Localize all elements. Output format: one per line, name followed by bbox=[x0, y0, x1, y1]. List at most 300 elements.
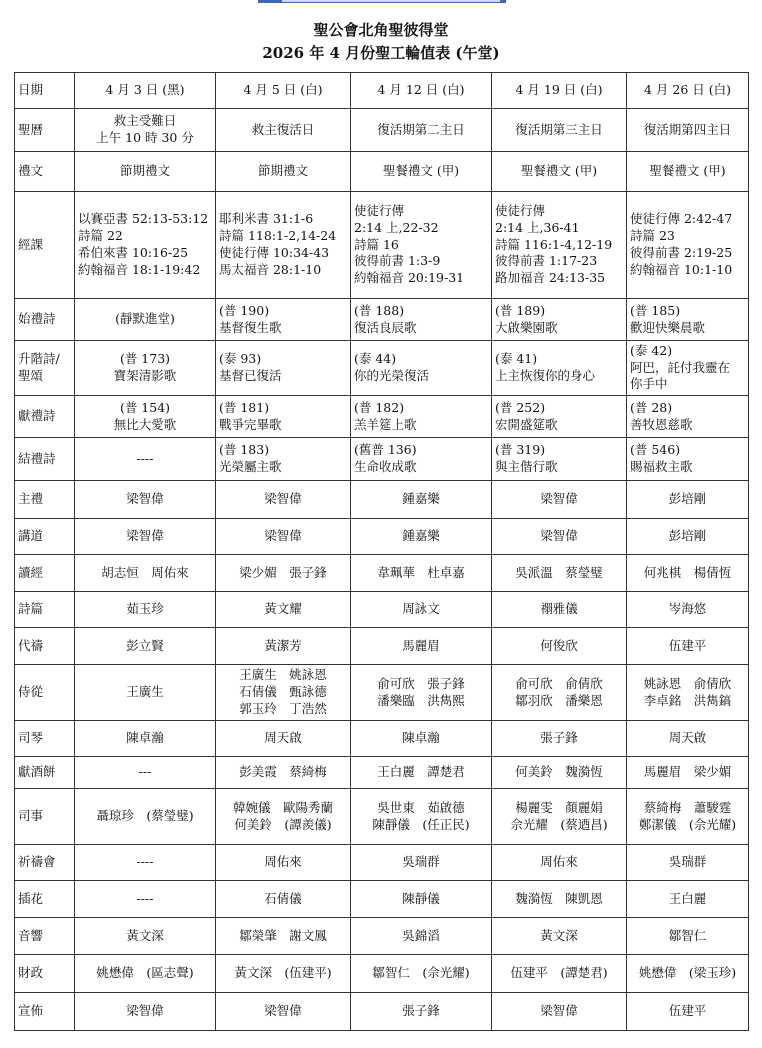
cell bbox=[351, 789, 492, 845]
cell bbox=[351, 192, 492, 299]
cell-line: 復活期第三主日 bbox=[515, 121, 603, 137]
cell-line: 羔羊筵上歌 bbox=[354, 416, 417, 432]
cell bbox=[75, 152, 216, 192]
cell-line: ---- bbox=[136, 890, 154, 906]
cell-line: 彼得前書 1:17-23 bbox=[495, 253, 598, 269]
cell-line: 詩篇 116:1-4,12-19 bbox=[495, 236, 613, 252]
cell-line: 吳錦滔 bbox=[402, 927, 440, 943]
cell-line: 吳派溫 蔡瑩璧 bbox=[515, 564, 603, 580]
cell bbox=[492, 955, 627, 993]
row-label: 聖曆 bbox=[15, 109, 75, 152]
cell-line: (泰 44) bbox=[354, 351, 397, 367]
cell-line: 基督復生歌 bbox=[219, 319, 282, 335]
cell-line: 周佑來 bbox=[264, 854, 302, 870]
cell-line: 彭美霞 蔡綺梅 bbox=[239, 764, 327, 780]
cell-line: 復活良辰歌 bbox=[354, 319, 417, 335]
cell-line: 你的光榮復活 bbox=[354, 368, 430, 383]
row-organist bbox=[15, 721, 749, 757]
cell bbox=[492, 592, 627, 628]
cell bbox=[351, 845, 492, 881]
cell-line: 大啟樂園歌 bbox=[495, 319, 558, 335]
cell-line: 使徒行傳 bbox=[354, 202, 405, 218]
cell bbox=[75, 628, 216, 665]
cell-line: 何美鈴 魏漪恆 bbox=[515, 764, 603, 780]
cell bbox=[627, 993, 749, 1031]
row-label: 經課 bbox=[15, 192, 75, 299]
cell bbox=[351, 592, 492, 628]
cell-line: ---- bbox=[136, 450, 154, 466]
cell-line: 你手中 bbox=[630, 376, 668, 392]
cell bbox=[216, 192, 351, 299]
cell-line: 上主恢復你的身心 bbox=[495, 368, 596, 383]
cell-line: 鄭潔儀 (佘光耀) bbox=[638, 816, 737, 832]
cell-line: 彭培剛 bbox=[668, 491, 707, 507]
cell-line: 黃潔芳 bbox=[264, 637, 302, 653]
cell bbox=[351, 396, 492, 438]
cell bbox=[351, 665, 492, 721]
cell bbox=[492, 152, 627, 192]
cell-line: (普 28) bbox=[630, 399, 673, 415]
cell-line: 黃文耀 bbox=[264, 601, 302, 617]
cell-line: 彼得前書 1:3-9 bbox=[354, 253, 441, 269]
cell bbox=[351, 993, 492, 1031]
cell-line: (普 173) bbox=[119, 351, 171, 367]
cell bbox=[351, 481, 492, 519]
cell bbox=[75, 918, 216, 955]
cell bbox=[627, 152, 749, 192]
date-header: 4 月 26 日 (白) bbox=[627, 73, 749, 109]
cell bbox=[216, 881, 351, 918]
cell bbox=[75, 881, 216, 918]
cell bbox=[75, 396, 216, 438]
cell bbox=[627, 757, 749, 789]
cell-line: 王白麗 譚楚君 bbox=[377, 764, 465, 780]
cell-line: 張子鋒 bbox=[402, 1003, 440, 1019]
cell-line: 宏開盛筵歌 bbox=[495, 416, 558, 432]
cell-line: 黃文深 (伍建平) bbox=[234, 965, 332, 981]
cell bbox=[627, 341, 749, 396]
cell bbox=[75, 192, 216, 299]
cell bbox=[75, 438, 216, 481]
cell bbox=[216, 481, 351, 519]
cell bbox=[351, 109, 492, 152]
cell bbox=[627, 396, 749, 438]
cell-line: 聖餐禮文 (甲) bbox=[649, 163, 726, 179]
cell bbox=[351, 757, 492, 789]
cell-line: 約翰福音 10:1-10 bbox=[630, 261, 733, 277]
cell-line: 光榮屬主歌 bbox=[219, 459, 282, 474]
cell bbox=[75, 299, 216, 341]
cell bbox=[627, 955, 749, 993]
cell-line: 聶琼珍 (蔡瑩璧) bbox=[96, 808, 194, 824]
row-label: 獻酒餅 bbox=[15, 757, 75, 789]
cell-line: 伍建平 bbox=[668, 1003, 707, 1019]
cell-line: 周天啟 bbox=[264, 730, 302, 746]
row-label: 禮文 bbox=[15, 152, 75, 192]
cell-line: 鍾嘉樂 bbox=[402, 491, 440, 507]
cell bbox=[216, 993, 351, 1031]
row-lector bbox=[15, 555, 749, 592]
cell bbox=[75, 592, 216, 628]
cell-line: 2:14 上,36-41 bbox=[495, 219, 580, 235]
cell bbox=[216, 555, 351, 592]
cell-line: (普 185) bbox=[630, 302, 681, 318]
cell-line: 救主復活日 bbox=[251, 121, 315, 137]
header-row bbox=[15, 73, 749, 109]
cell-line: 伍建平 (譚楚君) bbox=[510, 965, 608, 981]
cell-line: 無比大愛歌 bbox=[113, 416, 177, 432]
cell bbox=[627, 918, 749, 955]
cell-line: 梁智偉 bbox=[126, 1003, 164, 1019]
cell bbox=[216, 628, 351, 665]
cell-line: --- bbox=[138, 764, 152, 780]
cell-line: 姚詠恩 俞倩欣 bbox=[643, 675, 732, 691]
cell-line: 周天啟 bbox=[668, 730, 707, 746]
cell-line: 陳靜儀 (任正民) bbox=[372, 816, 470, 832]
cell-line: 詩篇 16 bbox=[354, 236, 399, 252]
row-label: 代禱 bbox=[15, 628, 75, 665]
cell-line: 善牧恩慈歌 bbox=[630, 416, 693, 432]
cell bbox=[351, 918, 492, 955]
cell-line: 何兆棋 楊倩恆 bbox=[643, 564, 732, 580]
cell-line: 韓婉儀 歐陽秀蘭 bbox=[232, 799, 333, 815]
row-psalm bbox=[15, 592, 749, 628]
row-servers bbox=[15, 665, 749, 721]
cell-line: 韋珮華 杜卓嘉 bbox=[377, 564, 465, 580]
row-gradual bbox=[15, 341, 749, 396]
cell-line: 姚懋偉 (區志聲) bbox=[96, 965, 194, 981]
cell bbox=[75, 481, 216, 519]
cell-line: 陳卓瀚 bbox=[402, 730, 440, 746]
row-readings bbox=[15, 192, 749, 299]
cell-line: 救主受難日 bbox=[113, 113, 177, 129]
cell bbox=[627, 665, 749, 721]
row-opening-hymn bbox=[15, 299, 749, 341]
row-label: 侍從 bbox=[15, 665, 75, 721]
roster-table bbox=[14, 72, 749, 1031]
row-intercession bbox=[15, 628, 749, 665]
cell bbox=[351, 152, 492, 192]
row-label: 司事 bbox=[15, 789, 75, 845]
cell bbox=[216, 592, 351, 628]
row-label: 祈禱會 bbox=[15, 845, 75, 881]
cell-line: 戰爭完畢歌 bbox=[219, 416, 282, 432]
cell-line: (泰 93) bbox=[219, 351, 262, 367]
cell bbox=[75, 757, 216, 789]
cell-line: (普 154) bbox=[119, 399, 171, 415]
cell-line: 鍾嘉樂 bbox=[402, 528, 440, 544]
cell-line: 姚懋偉 (梁玉珍) bbox=[638, 965, 737, 981]
cell bbox=[492, 438, 627, 481]
row-offertory bbox=[15, 396, 749, 438]
row-preacher bbox=[15, 519, 749, 555]
cell-line: 梁少媚 張子鋒 bbox=[239, 564, 327, 580]
row-label bbox=[15, 341, 75, 396]
cell-line: 吳瑞群 bbox=[668, 854, 707, 870]
cell-line: 梁智偉 bbox=[126, 528, 164, 544]
cell-line: 詩篇 23 bbox=[630, 228, 675, 244]
cell-line: 耶利米書 31:1-6 bbox=[219, 211, 314, 227]
cell-line: 李卓銘 洪雋鎬 bbox=[643, 692, 732, 708]
cell-line: 詩篇 118:1-2,14-24 bbox=[219, 228, 337, 244]
cell bbox=[492, 918, 627, 955]
row-announcements bbox=[15, 993, 749, 1031]
cell-line: (普 183) bbox=[219, 442, 270, 458]
cell-line: 王廣生 bbox=[126, 684, 164, 700]
row-closing-hymn bbox=[15, 438, 749, 481]
cell-line: 蔡綺梅 蕭駿霆 bbox=[643, 799, 732, 815]
cell bbox=[351, 299, 492, 341]
cell bbox=[216, 665, 351, 721]
cell bbox=[492, 845, 627, 881]
cell bbox=[75, 955, 216, 993]
cell-line: 梁智偉 bbox=[264, 1003, 302, 1019]
cell-line: 黃文深 bbox=[540, 927, 578, 943]
cell bbox=[216, 845, 351, 881]
cell-line: 黃文深 bbox=[126, 927, 164, 943]
cell-line: 馬麗眉 bbox=[402, 637, 440, 653]
cell-line: 岑海悠 bbox=[668, 601, 707, 617]
cell-line: 張子鋒 bbox=[540, 730, 578, 746]
cell bbox=[351, 341, 492, 396]
cell-line: 聖餐禮文 (甲) bbox=[382, 163, 460, 179]
cell-line: 復活期第二主日 bbox=[377, 121, 465, 137]
cell-line: 石倩儀 甄詠德 bbox=[239, 684, 327, 700]
row-celebrant bbox=[15, 481, 749, 519]
cell-line: 使徒行傳 10:34-43 bbox=[219, 245, 330, 260]
cell-line: (普 182) bbox=[354, 399, 405, 415]
cell bbox=[216, 519, 351, 555]
cell-line: 茹玉珍 bbox=[126, 601, 164, 617]
cell-line: 吳世東 茹啟德 bbox=[377, 799, 465, 815]
cell-line: 生命收成歌 bbox=[354, 459, 417, 474]
cell bbox=[75, 519, 216, 555]
row-bread-wine bbox=[15, 757, 749, 789]
cell-line: 魏漪恆 陳凱恩 bbox=[515, 890, 603, 906]
cell-line: 詩篇 22 bbox=[78, 228, 123, 244]
cell-line: 使徒行傳 2:42-47 bbox=[630, 211, 733, 227]
cell-line: ---- bbox=[136, 854, 154, 870]
cell bbox=[216, 396, 351, 438]
date-header: 4 月 5 日 (白) bbox=[216, 73, 351, 109]
cell bbox=[492, 341, 627, 396]
cell bbox=[351, 438, 492, 481]
cell bbox=[627, 519, 749, 555]
cell bbox=[216, 341, 351, 396]
row-label: 詩篇 bbox=[15, 592, 75, 628]
cell bbox=[492, 192, 627, 299]
cell-line: 鄒榮肇 謝文鳳 bbox=[239, 927, 327, 943]
cell-line: 周佑來 bbox=[540, 854, 578, 870]
cell bbox=[492, 555, 627, 592]
cell-line: 梁智偉 bbox=[540, 528, 578, 544]
cell-line: (普 189) bbox=[495, 302, 546, 318]
cell bbox=[75, 993, 216, 1031]
cell-line: 上午 10 時 30 分 bbox=[96, 130, 194, 145]
cell bbox=[492, 628, 627, 665]
row-label: 結禮詩 bbox=[15, 438, 75, 481]
cell-line: 彭立賢 bbox=[126, 637, 164, 653]
cell-line: 梁智偉 bbox=[264, 528, 302, 544]
cell bbox=[627, 592, 749, 628]
date-header: 4 月 19 日 (白) bbox=[492, 73, 627, 109]
cell bbox=[216, 955, 351, 993]
cell-line: (靜默進堂) bbox=[115, 311, 175, 327]
cell-line: 梁智偉 bbox=[264, 491, 302, 507]
cell-line: 約翰福音 18:1-19:42 bbox=[78, 261, 201, 277]
cell-line: 郭玉玲 丁浩然 bbox=[239, 700, 327, 716]
cell-line: 石倩儀 bbox=[264, 890, 302, 906]
cell-line: 鄒智仁 bbox=[668, 927, 707, 943]
cell bbox=[492, 665, 627, 721]
cell-line: (普 319) bbox=[495, 442, 546, 458]
cell bbox=[75, 845, 216, 881]
cell-line: 寶架清影歌 bbox=[113, 368, 177, 383]
cell bbox=[627, 481, 749, 519]
cell bbox=[351, 955, 492, 993]
row-liturgy bbox=[15, 152, 749, 192]
cell bbox=[75, 789, 216, 845]
cell-line: 梁智偉 bbox=[540, 1003, 578, 1019]
cell bbox=[75, 341, 216, 396]
cell-line: 馬麗眉 梁少媚 bbox=[643, 764, 732, 780]
cell-line: 佘光耀 (蔡迺昌) bbox=[510, 816, 608, 832]
row-calendar bbox=[15, 109, 749, 152]
cell bbox=[627, 845, 749, 881]
cell-line: 陳卓瀚 bbox=[126, 730, 164, 746]
cell bbox=[216, 918, 351, 955]
cell-line: 禤雅儀 bbox=[540, 601, 578, 617]
cell-line: 復活期第四主日 bbox=[643, 121, 732, 137]
cell-line: 梁智偉 bbox=[126, 491, 164, 507]
cell-line: 阿巴，託付我靈在 bbox=[630, 359, 731, 375]
cell bbox=[75, 665, 216, 721]
cell bbox=[216, 299, 351, 341]
cell bbox=[627, 299, 749, 341]
cell-line: 梁智偉 bbox=[540, 491, 578, 507]
cell-line: 俞可欣 張子鋒 bbox=[377, 675, 465, 691]
date-header: 4 月 12 日 (白) bbox=[351, 73, 492, 109]
row-label: 音響 bbox=[15, 918, 75, 955]
row-label: 始禮詩 bbox=[15, 299, 75, 341]
row-prayer-meeting bbox=[15, 845, 749, 881]
cell-line: 使徒行傳 bbox=[495, 202, 546, 218]
cell bbox=[492, 299, 627, 341]
cell-line: 歡迎快樂晨歌 bbox=[630, 319, 706, 335]
cell bbox=[492, 993, 627, 1031]
cell bbox=[75, 721, 216, 757]
cell bbox=[216, 438, 351, 481]
cell-line: 2:14 上,22-32 bbox=[354, 219, 439, 235]
row-label-line: 聖頌 bbox=[18, 368, 44, 383]
cell bbox=[492, 396, 627, 438]
cell-line: 路加福音 24:13-35 bbox=[495, 270, 606, 286]
cell bbox=[627, 628, 749, 665]
cell-line: 潘樂臨 洪雋熙 bbox=[377, 692, 465, 708]
cell bbox=[627, 789, 749, 845]
row-label: 主禮 bbox=[15, 481, 75, 519]
cell bbox=[492, 881, 627, 918]
cell-line: (普 190) bbox=[219, 302, 270, 318]
row-sound bbox=[15, 918, 749, 955]
cell bbox=[216, 721, 351, 757]
cell bbox=[351, 721, 492, 757]
cell bbox=[492, 481, 627, 519]
cell-line: 陳靜儀 bbox=[402, 890, 440, 906]
cell bbox=[492, 109, 627, 152]
row-label: 財政 bbox=[15, 955, 75, 993]
row-label: 宣佈 bbox=[15, 993, 75, 1031]
cell-line: 彭培剛 bbox=[668, 528, 707, 544]
cell-line: 鄒羽欣 潘樂恩 bbox=[515, 692, 603, 708]
cell-line: 賜福救主歌 bbox=[630, 459, 693, 474]
cell-line: (普 188) bbox=[354, 302, 405, 318]
cell-line: 以賽亞書 52:13-53:12 bbox=[78, 211, 209, 227]
cell-line: 約翰福音 20:19-31 bbox=[354, 270, 465, 286]
cell bbox=[216, 789, 351, 845]
cell bbox=[216, 757, 351, 789]
cell-line: 吳瑞群 bbox=[402, 854, 440, 870]
top-accent-bar-light bbox=[282, 0, 500, 2]
row-label-line: 升階詩/ bbox=[18, 351, 60, 367]
cell-line: (泰 41) bbox=[495, 351, 538, 367]
cell-line: 何美鈴 (譚羨儀) bbox=[234, 816, 332, 832]
cell bbox=[627, 555, 749, 592]
cell-line: 彼得前書 2:19-25 bbox=[630, 245, 733, 260]
row-label: 講道 bbox=[15, 519, 75, 555]
cell-line: 節期禮文 bbox=[257, 163, 308, 179]
row-label: 讀經 bbox=[15, 555, 75, 592]
cell-line: (泰 42) bbox=[630, 342, 673, 358]
cell bbox=[627, 192, 749, 299]
church-name: 聖公會北角聖彼得堂 bbox=[313, 21, 449, 39]
cell-line: 何俊欣 bbox=[540, 637, 578, 653]
cell-line: 基督已復活 bbox=[219, 368, 282, 383]
cell-line: 鄒智仁 (佘光耀) bbox=[372, 965, 470, 981]
cell bbox=[492, 519, 627, 555]
cell bbox=[351, 881, 492, 918]
cell bbox=[216, 152, 351, 192]
cell bbox=[351, 628, 492, 665]
cell-line: 馬太福音 28:1-10 bbox=[219, 261, 322, 277]
cell-line: 與主偕行歌 bbox=[495, 459, 558, 474]
row-label: 日期 bbox=[15, 73, 75, 109]
cell-line: 伍建平 bbox=[668, 637, 707, 653]
cell bbox=[216, 109, 351, 152]
cell bbox=[627, 438, 749, 481]
cell bbox=[627, 881, 749, 918]
cell bbox=[627, 721, 749, 757]
cell-line: 胡志恒 周佑來 bbox=[101, 564, 189, 580]
row-stewards bbox=[15, 789, 749, 845]
cell-line: 節期禮文 bbox=[119, 163, 170, 179]
cell-line: (普 181) bbox=[219, 399, 270, 415]
cell-line: 聖餐禮文 (甲) bbox=[520, 163, 598, 179]
cell-line: 周詠文 bbox=[402, 601, 440, 617]
cell bbox=[492, 757, 627, 789]
cell bbox=[351, 555, 492, 592]
cell-line: 希伯來書 10:16-25 bbox=[78, 245, 189, 260]
cell bbox=[492, 789, 627, 845]
cell-line: 楊麗雯 顏麗娟 bbox=[515, 799, 603, 815]
cell bbox=[351, 519, 492, 555]
row-label: 插花 bbox=[15, 881, 75, 918]
row-label: 獻禮詩 bbox=[15, 396, 75, 438]
cell bbox=[492, 721, 627, 757]
cell bbox=[75, 555, 216, 592]
row-finance bbox=[15, 955, 749, 993]
cell-line: 王白麗 bbox=[668, 890, 707, 906]
